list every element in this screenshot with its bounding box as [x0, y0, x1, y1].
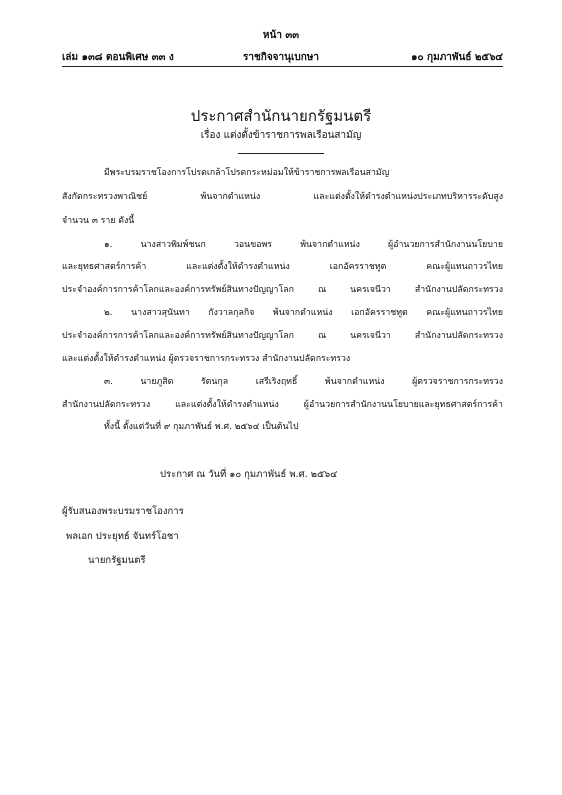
paragraph-line: ๑. นางสาวพิมพ์ชนก วอนขอพร พ้นจากตำแหน่ง ผู้อำนวยการสำนักงานนโยบาย: [104, 240, 503, 250]
header-rule: [62, 66, 503, 67]
title-underline: [238, 153, 324, 154]
document-subject: เรื่อง แต่งตั้งข้าราชการพลเรือนสามัญ: [200, 130, 362, 141]
gazette-volume: เล่ม ๑๓๘ ตอนพิเศษ ๓๓ ง: [62, 52, 174, 63]
paragraph-line: ๒. นางสาวสุนันทา กังวาลกุลกิจ พ้นจากตำแหน่ง เอกอัครราชทูต คณะผู้แทนถาวรไทย: [104, 308, 503, 318]
paragraph-line: สังกัดกระทรวงพาณิชย์ พ้นจากตำแหน่ง และแต่งตั้งให้ดำรงตำแหน่งประเภทบริหารระดับสูง: [62, 192, 503, 202]
announce-date: ประกาศ ณ วันที่ ๑๐ กุมภาพันธ์ พ.ศ. ๒๕๖๔: [160, 469, 338, 480]
paragraph-line: ทั้งนี้ ตั้งแต่วันที่ ๙ กุมภาพันธ์ พ.ศ. ๒๕๖๔ เป็นต้นไป: [104, 422, 299, 432]
paragraph-line: และยุทธศาสตร์การค้า และแต่งตั้งให้ดำรงตำแหน่ง เอกอัครราชทูต คณะผู้แทนถาวรไทย: [62, 262, 503, 272]
paragraph-line: ๓. นายภูสิต รัตนกุล เสรีเริงฤทธิ์ พ้นจากตำแหน่ง ผู้ตรวจราชการกระทรวง: [104, 377, 503, 387]
paragraph-line: ประจำองค์การการค้าโลกและองค์การทรัพย์สินทางปัญญาโลก ณ นครเจนีวา สำนักงานปลัดกระทรวง: [62, 331, 503, 341]
countersign-label: ผู้รับสนองพระบรมราชโองการ: [62, 506, 184, 517]
paragraph-line: จำนวน ๓ ราย ดังนี้: [62, 216, 135, 226]
gazette-name: ราชกิจจานุเบกษา: [242, 52, 320, 63]
signatory-name: พลเอก ประยุทธ์ จันทร์โอชา: [66, 531, 179, 542]
paragraph-line: มีพระบรมราชโองการโปรดเกล้าโปรดกระหม่อมให้ข้าราชการพลเรือนสามัญ: [104, 168, 390, 178]
page-number: หน้า ๓๓: [262, 30, 300, 41]
signatory-position: นายกรัฐมนตรี: [88, 555, 146, 566]
document-title: ประกาศสำนักนายกรัฐมนตรี: [190, 107, 372, 125]
paragraph-line: ประจำองค์การการค้าโลกและองค์การทรัพย์สินทางปัญญาโลก ณ นครเจนีวา สำนักงานปลัดกระทรวง: [62, 285, 503, 295]
gazette-date: ๑๐ กุมภาพันธ์ ๒๕๖๔: [411, 52, 503, 63]
paragraph-line: และแต่งตั้งให้ดำรงตำแหน่ง ผู้ตรวจราชการกระทรวง สำนักงานปลัดกระทรวง: [62, 354, 351, 364]
paragraph-line: สำนักงานปลัดกระทรวง และแต่งตั้งให้ดำรงตำแหน่ง ผู้อำนวยการสำนักงานนโยบายและยุทธศาสตร์การค้า: [62, 400, 503, 410]
